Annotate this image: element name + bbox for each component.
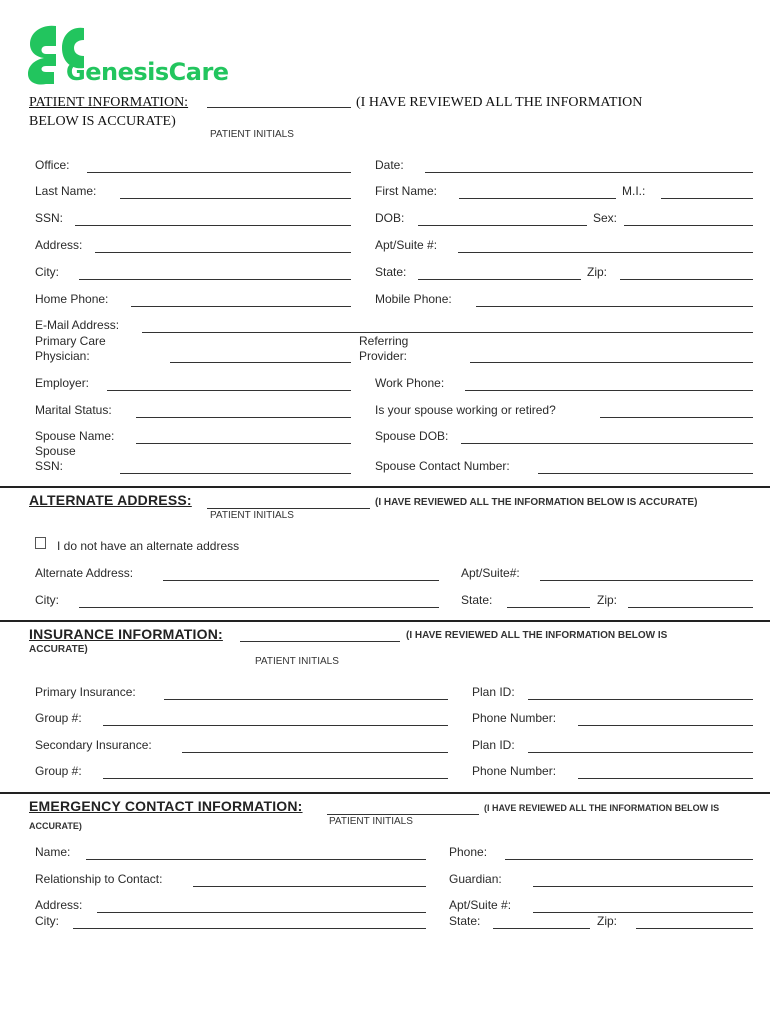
email-label: E-Mail Address: [35,318,120,332]
secondary-insurance-label: Secondary Insurance: [35,738,152,752]
address-field[interactable] [95,252,351,253]
spouse-contact-field[interactable] [538,473,753,474]
alt-city-label: City: [35,593,59,607]
alt-state-field[interactable] [507,607,590,608]
first-name-field[interactable] [459,198,616,199]
group-2-field[interactable] [103,778,448,779]
zip-label: Zip: [587,265,608,279]
city-field[interactable] [79,279,351,280]
secondary-insurance-field[interactable] [182,752,448,753]
alternate-address-title: ALTERNATE ADDRESS: [29,492,192,508]
insurance-initials-caption: PATIENT INITIALS [255,656,339,667]
emergency-apt-label: Apt/Suite #: [449,898,512,912]
alt-statement: (I HAVE REVIEWED ALL THE INFORMATION BELOW IS ACCURATE) [375,497,698,508]
group-1-field[interactable] [103,725,448,726]
no-alternate-label: I do not have an alternate address [57,539,240,553]
emergency-zip-field[interactable] [636,928,753,929]
emergency-title: EMERGENCY CONTACT INFORMATION: [29,798,303,814]
first-name-label: First Name: [375,184,438,198]
mobile-phone-label: Mobile Phone: [375,292,452,306]
emergency-phone-label: Phone: [449,845,488,859]
emergency-statement: (I HAVE REVIEWED ALL THE INFORMATION BELOW IS [484,803,720,813]
emergency-address-field[interactable] [97,912,426,913]
pcp-field[interactable] [170,362,351,363]
ssn-label: SSN: [35,211,64,225]
referring-label-cont: Provider: [359,349,408,363]
mi-field[interactable] [661,198,753,199]
emergency-state-field[interactable] [493,928,590,929]
plan-id-2-field[interactable] [528,752,753,753]
insurance-title: INSURANCE INFORMATION: [29,626,223,642]
group-1-label: Group #: [35,711,82,725]
phone-1-label: Phone Number: [472,711,557,725]
apt-suite-label: Apt/Suite #: [375,238,438,252]
home-phone-field[interactable] [131,306,351,307]
emergency-address-label: Address: [35,898,83,912]
phone-1-field[interactable] [578,725,753,726]
employer-label: Employer: [35,376,90,390]
phone-2-field[interactable] [578,778,753,779]
employer-field[interactable] [107,390,351,391]
referring-field[interactable] [470,362,753,363]
address-label: Address: [35,238,83,252]
patient-info-statement-cont: BELOW IS ACCURATE) [29,114,176,129]
mobile-phone-field[interactable] [476,306,753,307]
spouse-ssn-label: Spouse [35,444,76,458]
insurance-statement-cont: ACCURATE) [29,644,88,655]
primary-insurance-label: Primary Insurance: [35,685,136,699]
alt-address-field[interactable] [163,580,439,581]
email-field[interactable] [142,332,753,333]
relationship-label: Relationship to Contact: [35,872,163,886]
spouse-working-field[interactable] [600,417,753,418]
group-2-label: Group #: [35,764,82,778]
plan-id-2-label: Plan ID: [472,738,515,752]
guardian-field[interactable] [533,886,753,887]
primary-insurance-field[interactable] [164,699,448,700]
guardian-label: Guardian: [449,872,502,886]
city-label: City: [35,265,59,279]
date-label: Date: [375,158,404,172]
emergency-apt-field[interactable] [533,912,753,913]
emergency-name-label: Name: [35,845,71,859]
alt-apt-label: Apt/Suite#: [461,566,520,580]
office-field[interactable] [87,172,351,173]
emergency-zip-label: Zip: [597,914,618,928]
emergency-state-label: State: [449,914,481,928]
plan-id-1-field[interactable] [528,699,753,700]
pcp-label-cont: Physician: [35,349,90,363]
no-alternate-checkbox[interactable] [35,537,46,549]
marital-status-field[interactable] [136,417,351,418]
patient-initials-line[interactable] [207,107,351,108]
state-label: State: [375,265,407,279]
relationship-field[interactable] [193,886,426,887]
alt-state-label: State: [461,593,493,607]
brand-name: GenesisCare [66,58,229,86]
emergency-city-field[interactable] [73,928,426,929]
home-phone-label: Home Phone: [35,292,109,306]
phone-2-label: Phone Number: [472,764,557,778]
patient-info-title: PATIENT INFORMATION: [29,95,189,110]
alt-zip-label: Zip: [597,593,618,607]
spouse-working-label: Is your spouse working or retired? [375,403,556,417]
insurance-statement: (I HAVE REVIEWED ALL THE INFORMATION BELOW IS [406,630,668,641]
emergency-statement-cont: ACCURATE) [29,821,82,831]
patient-initials-caption: PATIENT INITIALS [210,129,294,140]
state-field[interactable] [418,279,581,280]
spouse-contact-label: Spouse Contact Number: [375,459,510,473]
spouse-name-field[interactable] [136,443,351,444]
date-field[interactable] [425,172,753,173]
dob-field[interactable] [418,225,587,226]
work-phone-label: Work Phone: [375,376,445,390]
pcp-label: Primary Care [35,334,106,348]
ssn-field[interactable] [75,225,351,226]
dob-label: DOB: [375,211,405,225]
sex-field[interactable] [624,225,753,226]
referring-label: Referring [359,334,409,348]
emergency-phone-field[interactable] [505,859,753,860]
spouse-dob-field[interactable] [461,443,753,444]
section-divider [0,486,770,488]
alt-initials-caption: PATIENT INITIALS [210,510,294,521]
spouse-dob-label: Spouse DOB: [375,429,449,443]
alt-address-label: Alternate Address: [35,566,134,580]
section-divider [0,792,770,794]
office-label: Office: [35,158,70,172]
alt-city-field[interactable] [79,607,439,608]
mi-label: M.I.: [622,184,646,198]
alt-apt-field[interactable] [540,580,753,581]
emergency-name-field[interactable] [86,859,426,860]
last-name-label: Last Name: [35,184,97,198]
section-divider [0,620,770,622]
work-phone-field[interactable] [465,390,753,391]
marital-status-label: Marital Status: [35,403,112,417]
patient-info-statement: (I HAVE REVIEWED ALL THE INFORMATION [356,95,643,110]
alt-zip-field[interactable] [628,607,753,608]
spouse-ssn-field[interactable] [120,473,351,474]
zip-field[interactable] [620,279,753,280]
apt-suite-field[interactable] [458,252,753,253]
emergency-city-label: City: [35,914,59,928]
spouse-ssn-label-cont: SSN: [35,459,64,473]
sex-label: Sex: [593,211,618,225]
last-name-field[interactable] [120,198,351,199]
emergency-initials-caption: PATIENT INITIALS [329,816,413,827]
spouse-name-label: Spouse Name: [35,429,115,443]
plan-id-1-label: Plan ID: [472,685,515,699]
insurance-initials-line[interactable] [240,641,400,642]
